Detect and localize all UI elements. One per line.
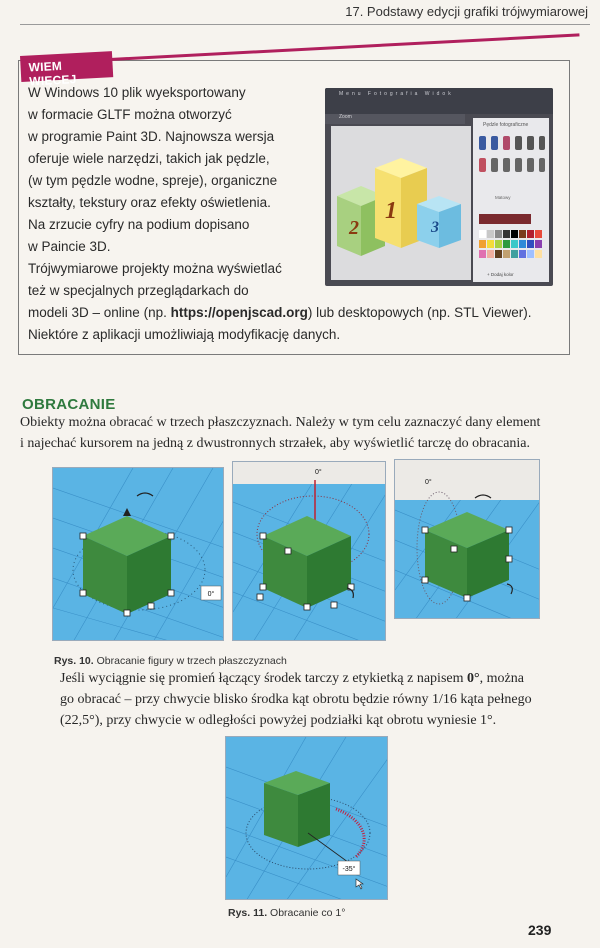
info-box-tag: WIEM WIĘCEJ: [20, 51, 113, 82]
fig10-caption: Rys. 10. Obracanie figury w trzech płaszczyznach: [54, 655, 287, 667]
chapter-title: 17. Podstawy edycji grafiki trójwymiarowej: [345, 4, 588, 19]
openjscad-link: https://openjscad.org: [170, 305, 308, 320]
panel-finish-label: Matowy: [495, 195, 511, 200]
color-swatch: [535, 250, 542, 258]
paint3d-menu: Menu Fotografia Widok: [339, 91, 454, 97]
color-swatch: [519, 230, 526, 238]
fig10-label-3: 0°: [425, 479, 432, 486]
color-swatch: [495, 250, 502, 258]
color-swatch: [519, 250, 526, 258]
fig10-label-2: 0°: [315, 469, 322, 476]
color-swatch: [487, 240, 494, 248]
color-swatch: [479, 240, 486, 248]
info-line: Trójwymiarowe projekty można wyświetlać: [28, 261, 282, 276]
paint3d-zoom: Zoom: [339, 114, 352, 120]
paint3d-side-panel: [473, 118, 549, 282]
add-color-button: + Dodaj kolor: [487, 272, 514, 277]
fig10-panel-3: [394, 459, 540, 619]
info-line: modeli 3D – online (np. https://openjscad.org) lub desktopowych (np. STL Viewer).: [28, 305, 532, 320]
info-line: kształty, tekstury oraz efekty oświetlenia.: [28, 195, 271, 210]
color-swatch: [527, 230, 534, 238]
selected-color-bar: [479, 214, 531, 224]
fig11-caption: Rys. 11. Obracanie co 1°: [228, 907, 346, 919]
header-rule: [20, 24, 590, 25]
panel-title: Pędzle fotograficzne: [483, 122, 529, 128]
fig10-panel-2: [232, 461, 386, 641]
color-swatch: [511, 230, 518, 238]
color-swatch: [487, 250, 494, 258]
info-line: w Paincie 3D.: [28, 239, 111, 254]
color-swatch: [527, 240, 534, 248]
fig11-angle-label: -35°: [342, 866, 356, 873]
podium-number: 1: [385, 198, 397, 224]
info-line: oferuje wiele narzędzi, takich jak pędzle,: [28, 151, 270, 166]
color-swatch: [495, 240, 502, 248]
fig11-panel: [225, 736, 388, 900]
color-swatch: [487, 230, 494, 238]
info-line: (w tym pędzle wodne, spreje), organiczne: [28, 173, 278, 188]
info-box-accent-bar: [110, 33, 580, 61]
page-number: 239: [528, 922, 552, 938]
color-swatch: [495, 230, 502, 238]
brush-icons: [477, 132, 547, 192]
fig10-panel-1: [52, 467, 224, 641]
color-swatch: [503, 240, 510, 248]
paint3d-screenshot: [325, 88, 553, 286]
color-swatch: [479, 230, 486, 238]
color-swatch: [503, 230, 510, 238]
info-line: też w specjalnych przeglądarkach do: [28, 283, 249, 298]
info-line: w formacie GLTF można otworzyć: [28, 107, 232, 122]
color-swatch: [535, 240, 542, 248]
paint3d-canvas: [331, 126, 471, 280]
section-paragraph-2: Jeśli wyciągnie się promień łączący środek tarczy z etykietką z napisem 0°, można go obracać – przy chwycie blisko środka kąt obrotu będzie równy 1/16 kąta pełnego (22,5°), przy chwycie w odległości powyżej podziałki kąt obrotu wyniesie 1°.: [60, 671, 532, 728]
color-swatch: [479, 250, 486, 258]
color-swatch: [511, 240, 518, 248]
color-palette: [479, 230, 545, 268]
info-line: w programie Paint 3D. Najnowsza wersja: [28, 129, 275, 144]
section-title: OBRACANIE: [22, 396, 116, 413]
fig10-label-1: 0°: [207, 591, 215, 598]
color-swatch: [519, 240, 526, 248]
info-line: Na zrzucie cyfry na podium dopisano: [28, 217, 250, 232]
podium-number: 2: [349, 217, 359, 239]
podium-number: 3: [431, 219, 439, 236]
podium-illustration: [331, 126, 471, 280]
info-line: W Windows 10 plik wyeksportowany: [28, 85, 246, 100]
color-swatch: [511, 250, 518, 258]
info-line: Niektóre z aplikacji umożliwiają modyfikację danych.: [28, 327, 341, 342]
color-swatch: [503, 250, 510, 258]
section-paragraph-1: Obiekty można obracać w trzech płaszczyznach. Należy w tym celu zaznaczyć dany element i najechać kursorem na jedną z dwustronnych strzałek, aby wyświetlić tarczę do obracania.: [20, 415, 541, 451]
color-swatch: [527, 250, 534, 258]
color-swatch: [535, 230, 542, 238]
